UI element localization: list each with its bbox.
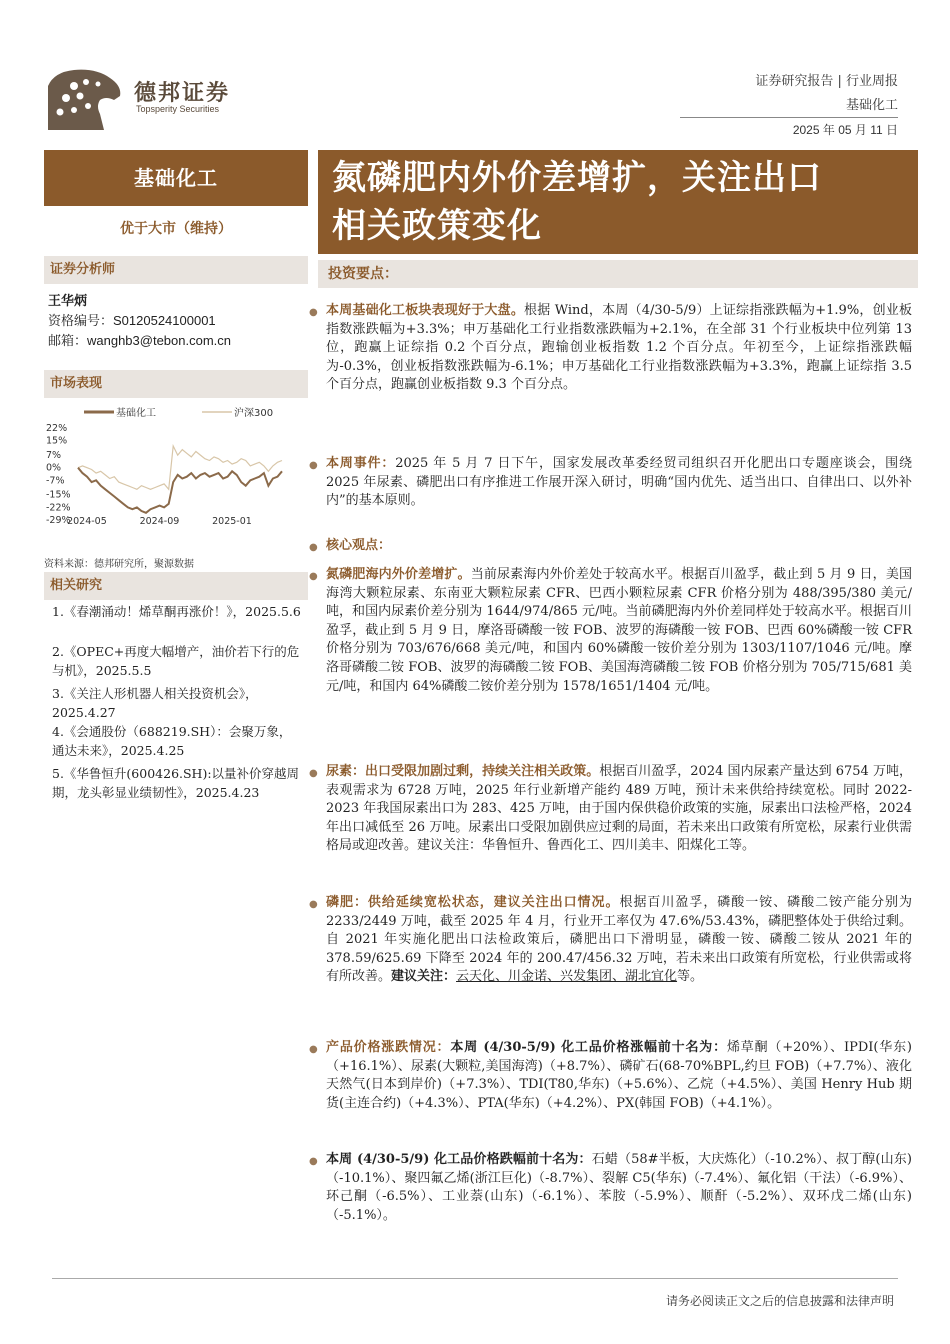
x-tick-label: 2025-01: [212, 516, 252, 527]
para-urea: [309, 763, 912, 856]
rating: 优于大市（维持）: [120, 221, 232, 237]
recommend-stocks: 云天化、川金诺、兴发集团、湖北宜化: [456, 969, 678, 985]
brand-name-en: Topsperity Securities: [136, 104, 220, 114]
y-tick-label: -7%: [46, 475, 65, 487]
header-divider: [680, 117, 898, 118]
related-item[interactable]: 3.《关注人形机器人相关投资机会》，2025.4.27: [52, 686, 258, 720]
para-body: 石蜡（58#半板，大庆炼化）（-10.2%）、叔丁醇(山东)（-10.1%）、聚四氟乙烯(浙江巨化)（-8.7%）、裂解 C5(华东)（-7.4%）、氟化铝（干法）（-6.9%）、环己酮（-6.5%）、工业萘(山东)（-6.1%）、苯胺（-5.9%）、顺酐（-5.2%）、双环戊二烯(山东)（-5.1%）。: [326, 1152, 912, 1223]
related-item[interactable]: 4.《会通股份（688219.SH）：会聚万象，通达未来》，2025.4.25: [52, 724, 292, 758]
analyst-section-head: 证券分析师: [44, 256, 308, 284]
bullet-icon: ●: [309, 1044, 318, 1055]
para-sub: 本周 (4/30-5/9) 化工品价格跌幅前十名为：: [326, 1152, 592, 1167]
para-core-head: [309, 537, 912, 556]
bullet-icon: ●: [309, 307, 318, 318]
related-item[interactable]: 2.《OPEC+再度大幅增产，油价若下行的危与机》，2025.5.5: [52, 644, 300, 678]
title-line-2: 相关政策变化: [332, 206, 542, 246]
para-body: 2025 年 5 月 7 日下午，国家发展改革委经贸司组织召开化肥出口专题座谈会，围绕 2025 年尿素、磷肥出口有序推进工作展开深入研讨，明确“国内优先、适当出口、自律出口、以外补内”的基本原则。: [326, 456, 912, 509]
analyst-cert: 资格编号：S0120524100001: [48, 313, 216, 328]
para-body: 当前尿素海内外价差处于较高水平。根据百川盈孚，截止到 5 月 9 日，美国海湾大颗粒尿素、东南亚大颗粒尿素 CFR、巴西小颗粒尿素 CFR 价格分别为 488/395/380 美元/吨，和国内尿素价差分别为 1644/974/865 元/吨。当前磷肥海内外价差同样处于较高水平。根据百川盈孚，截止到 5 月 9 日，摩洛哥磷酸一铵 FOB、波罗的海磷酸一铵 FOB、巴西 60%磷酸一铵 CFR 价格分别为 703/676/668 美元/吨，和国内 60%磷酸一铵价差分别为 1303/1107/1046 元/吨。摩洛哥磷酸二铵 FOB、波罗的海磷酸二铵 FOB、美国海湾磷酸二铵 FOB 价格分别为 705/715/681 美元/吨，和国内 64%磷酸二铵价差分别为 1578/1651/1404 元/吨。: [326, 567, 912, 694]
y-tick-label: -22%: [46, 502, 71, 514]
bullet-icon: ●: [309, 899, 318, 910]
bullet-icon: ●: [309, 1156, 318, 1167]
para-body: 根据 Wind，本周（4/30-5/9）上证综指涨跌幅为+1.9%，创业板指数涨跌幅为+3.3%；申万基础化工行业指数涨跌幅为+2.1%，在全部 31 个行业板块中位列第 13 位，跑赢上证综指 0.2 个百分点，跑输创业板指数 1.2 个百分点。年初至今，上证综指涨跌幅为-0.3%，创业板指数涨跌幅为-6.1%；申万基础化工行业指数涨跌幅为+3.3%，跑赢上证综指 3.5 个百分点，跑赢创业板指数 9.3 个百分点。: [326, 303, 912, 393]
y-tick-label: 7%: [46, 450, 62, 462]
para-lead: 本周基础化工板块表现好于大盘。: [326, 303, 525, 318]
series-line-chem: [78, 468, 282, 513]
title-line-1: 氮磷肥内外价差增扩，关注出口: [332, 158, 822, 198]
para-body: 烯草酮（+20%）、IPDI(华东)（+16.1%）、尿素(大颗粒,美国海湾)（+8.7%）、磷矿石(68-70%BPL,约旦 FOB)（+7.7%）、液化天然气(日本到岸价)（+7.3%）、TDI(T80,华东)（+5.6%）、乙烷（+4.5%）、美国 Henry Hub 期货(主连合约)（+4.3%）、PTA(华东)（+4.2%）、PX(韩国 FOB)（+4.1%）。: [326, 1040, 912, 1111]
report-type: 证券研究报告 | 行业周报: [755, 74, 898, 89]
para-lead: 本周事件：: [326, 456, 396, 471]
related-item[interactable]: 5.《华鲁恒升(600426.SH):以量补价穿越周期，龙头彰显业绩韧性》，2025.4.23: [52, 766, 300, 800]
para-spread: [309, 566, 912, 696]
footer-divider: [52, 1278, 898, 1279]
para-event: [309, 455, 912, 511]
recommend-label: 建议关注：: [391, 969, 457, 985]
legend-label-hs300: 沪深300: [234, 408, 274, 419]
market-section-head: 市场表现: [44, 370, 308, 398]
bullet-icon: ●: [309, 571, 318, 582]
analyst-name: 王华炳: [48, 294, 88, 309]
x-tick-label: 2024-05: [67, 516, 107, 527]
footer-disclaimer: 请务必阅读正文之后的信息披露和法律声明: [665, 1294, 894, 1308]
leopard-logo-icon: [44, 66, 126, 132]
para-price-up: [309, 1039, 912, 1113]
para-price-down: [309, 1151, 912, 1225]
series-line-hs300: [78, 446, 282, 489]
para-phosphate: [309, 894, 912, 987]
key-points-head: [318, 260, 918, 288]
analyst-email[interactable]: 邮箱：wanghb3@tebon.com.cn: [48, 333, 232, 348]
industry-label: 基础化工: [845, 98, 898, 113]
x-tick-label: 2024-09: [139, 516, 180, 527]
para-sub: 本周 (4/30-5/9) 化工品价格涨幅前十名为：: [450, 1040, 727, 1055]
para-lead: 氮磷肥海内外价差增扩。: [326, 567, 471, 582]
industry-box: 基础化工: [44, 150, 308, 206]
bullet-icon: ●: [309, 542, 318, 553]
bullet-icon: ●: [309, 460, 318, 471]
bullet-icon: ●: [309, 768, 318, 779]
y-tick-label: 15%: [46, 435, 68, 447]
market-chart: [44, 400, 308, 546]
para-body: 根据百川盈孚，磷酸一铵、磷酸二铵产能分别为 2233/2449 万吨，截至 2025 年 4 月，行业开工率仅为 47.6%/53.43%，磷肥整体处于供给过剩。自 2021 年实施化肥出口法检政策后，磷肥出口下滑明显，磷酸一铵、磷酸二铵从 2021 年的 378.59/625.69 下降至 2024 年的 200.47/456.32 万吨，若未来出口政策有所宽松，行业供需或将有所改善。: [326, 895, 912, 985]
y-tick-label: 0%: [46, 462, 62, 474]
para-lead: 尿素：出口受限加剧过剩，持续关注相关政策。: [326, 764, 600, 779]
report-title: [318, 150, 918, 254]
chart-source: 资料来源：德邦研究所，聚源数据: [44, 559, 194, 570]
para-body: 根据百川盈孚，2024 国内尿素产量达到 6754 万吨，表观需求为 6728 万吨，2025 年行业新增产能约 489 万吨，预计未来供给持续宽松。同时 2022-2023 年我国尿素出口为 283、425 万吨，由于国内保供稳价政策的实施，尿素出口法检严格，2024 年出口减低至 26 万吨。尿素出口受限加剧供应过剩的局面，若未来出口政策有所宽松，尿素行业供需格局或迎改善。建议关注：华鲁恒升、鲁西化工、四川美丰、阳煤化工等。: [326, 764, 912, 854]
y-tick-label: -15%: [46, 489, 71, 501]
para-market: [309, 302, 912, 395]
report-date: 2025 年 05 月 11 日: [792, 123, 898, 137]
logo: [44, 66, 126, 132]
y-tick-label: 22%: [46, 423, 68, 434]
para-lead: 磷肥：供给延续宽松状态，建议关注出口情况。: [326, 895, 620, 910]
legend-label-chem: 基础化工: [116, 408, 156, 419]
para-end: 等。: [677, 969, 704, 985]
key-points-label: 投资要点：: [328, 266, 398, 282]
brand-name-cn: 德邦证券: [134, 81, 231, 106]
para-lead: 核心观点：: [326, 538, 392, 553]
related-item[interactable]: 1.《春潮涌动！烯草酮再涨价！》，2025.5.6: [52, 604, 301, 619]
related-section-head: 相关研究: [44, 572, 308, 600]
para-lead: 产品价格涨跌情况：: [326, 1040, 451, 1055]
y-tick-label: -29%: [46, 515, 71, 526]
